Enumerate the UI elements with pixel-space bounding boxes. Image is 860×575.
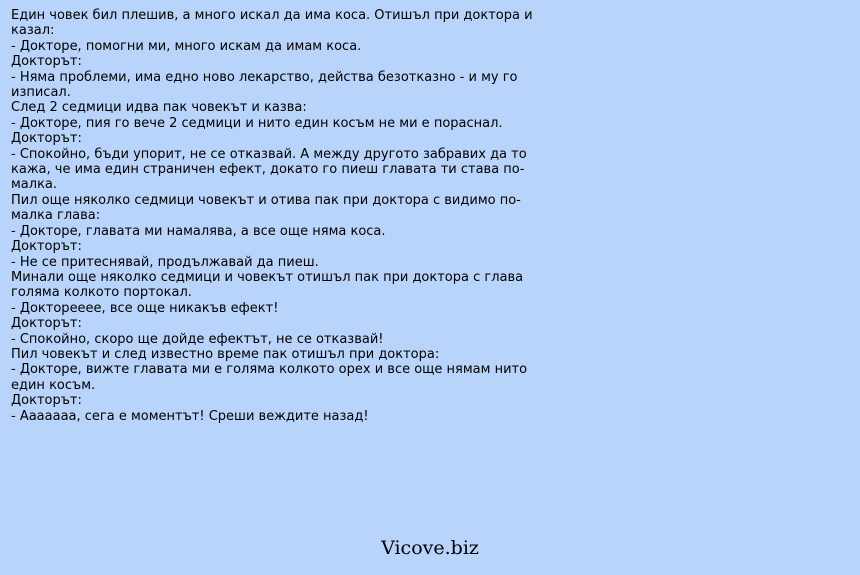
joke-line: - Спокойно, бъди упорит, не се отказвай. А между другото забравих да то кажа, че има един страничен ефект, докато го пиеш главата ти става по-малка. bbox=[11, 146, 527, 193]
joke-line: - Не се притеснявай, продължавай да пиеш. bbox=[11, 254, 319, 270]
joke-line: - Няма проблеми, има едно ново лекарство, действа безотказно - и му го изписал. bbox=[11, 69, 518, 101]
joke-text bbox=[11, 8, 559, 424]
joke-line: След 2 седмици идва пак човекът и казва: bbox=[11, 100, 307, 116]
joke-line: Докторът: bbox=[11, 239, 82, 255]
joke-line: Докторът: bbox=[11, 316, 82, 332]
joke-line: Докторът: bbox=[11, 54, 82, 70]
joke-line: - Докторе, пия го вече 2 седмици и нито един косъм не ми е пораснал. bbox=[11, 115, 503, 131]
joke-line: - Докторе, вижте главата ми е голяма колкото орех и все още нямам нито един косъм. bbox=[11, 362, 528, 393]
joke-line: - Спокойно, скоро ще дойде ефектът, не се отказвай! bbox=[11, 331, 384, 347]
joke-line: - Докторе, главата ми намалява, а все още няма коса. bbox=[11, 223, 386, 239]
joke-line: - Доктореееe, все още никакъв ефект! bbox=[11, 300, 279, 316]
joke-line: Пил човекът и след известно време пак отишъл при доктора: bbox=[11, 346, 440, 362]
joke-line: Един човек бил плешив, а много искал да има коса. Отишъл при доктора и казал: bbox=[11, 8, 533, 39]
joke-line: Минали още няколко седмици и човекът отишъл пак при доктора с глава голяма колкото портокал. bbox=[11, 269, 524, 301]
joke-line: Докторът: bbox=[11, 393, 82, 409]
joke-line: - Докторе, помогни ми, много искам да имам коса. bbox=[11, 38, 362, 54]
joke-line: Пил още няколко седмици човекът и отива пак при доктора с видимо по-малка глава: bbox=[11, 192, 521, 224]
site-name-footer: Vicove.biz bbox=[381, 537, 479, 559]
joke-line: - Ааааааа, сега е моментът! Среши веждите назад! bbox=[11, 408, 369, 424]
joke-line: Докторът: bbox=[11, 131, 82, 147]
